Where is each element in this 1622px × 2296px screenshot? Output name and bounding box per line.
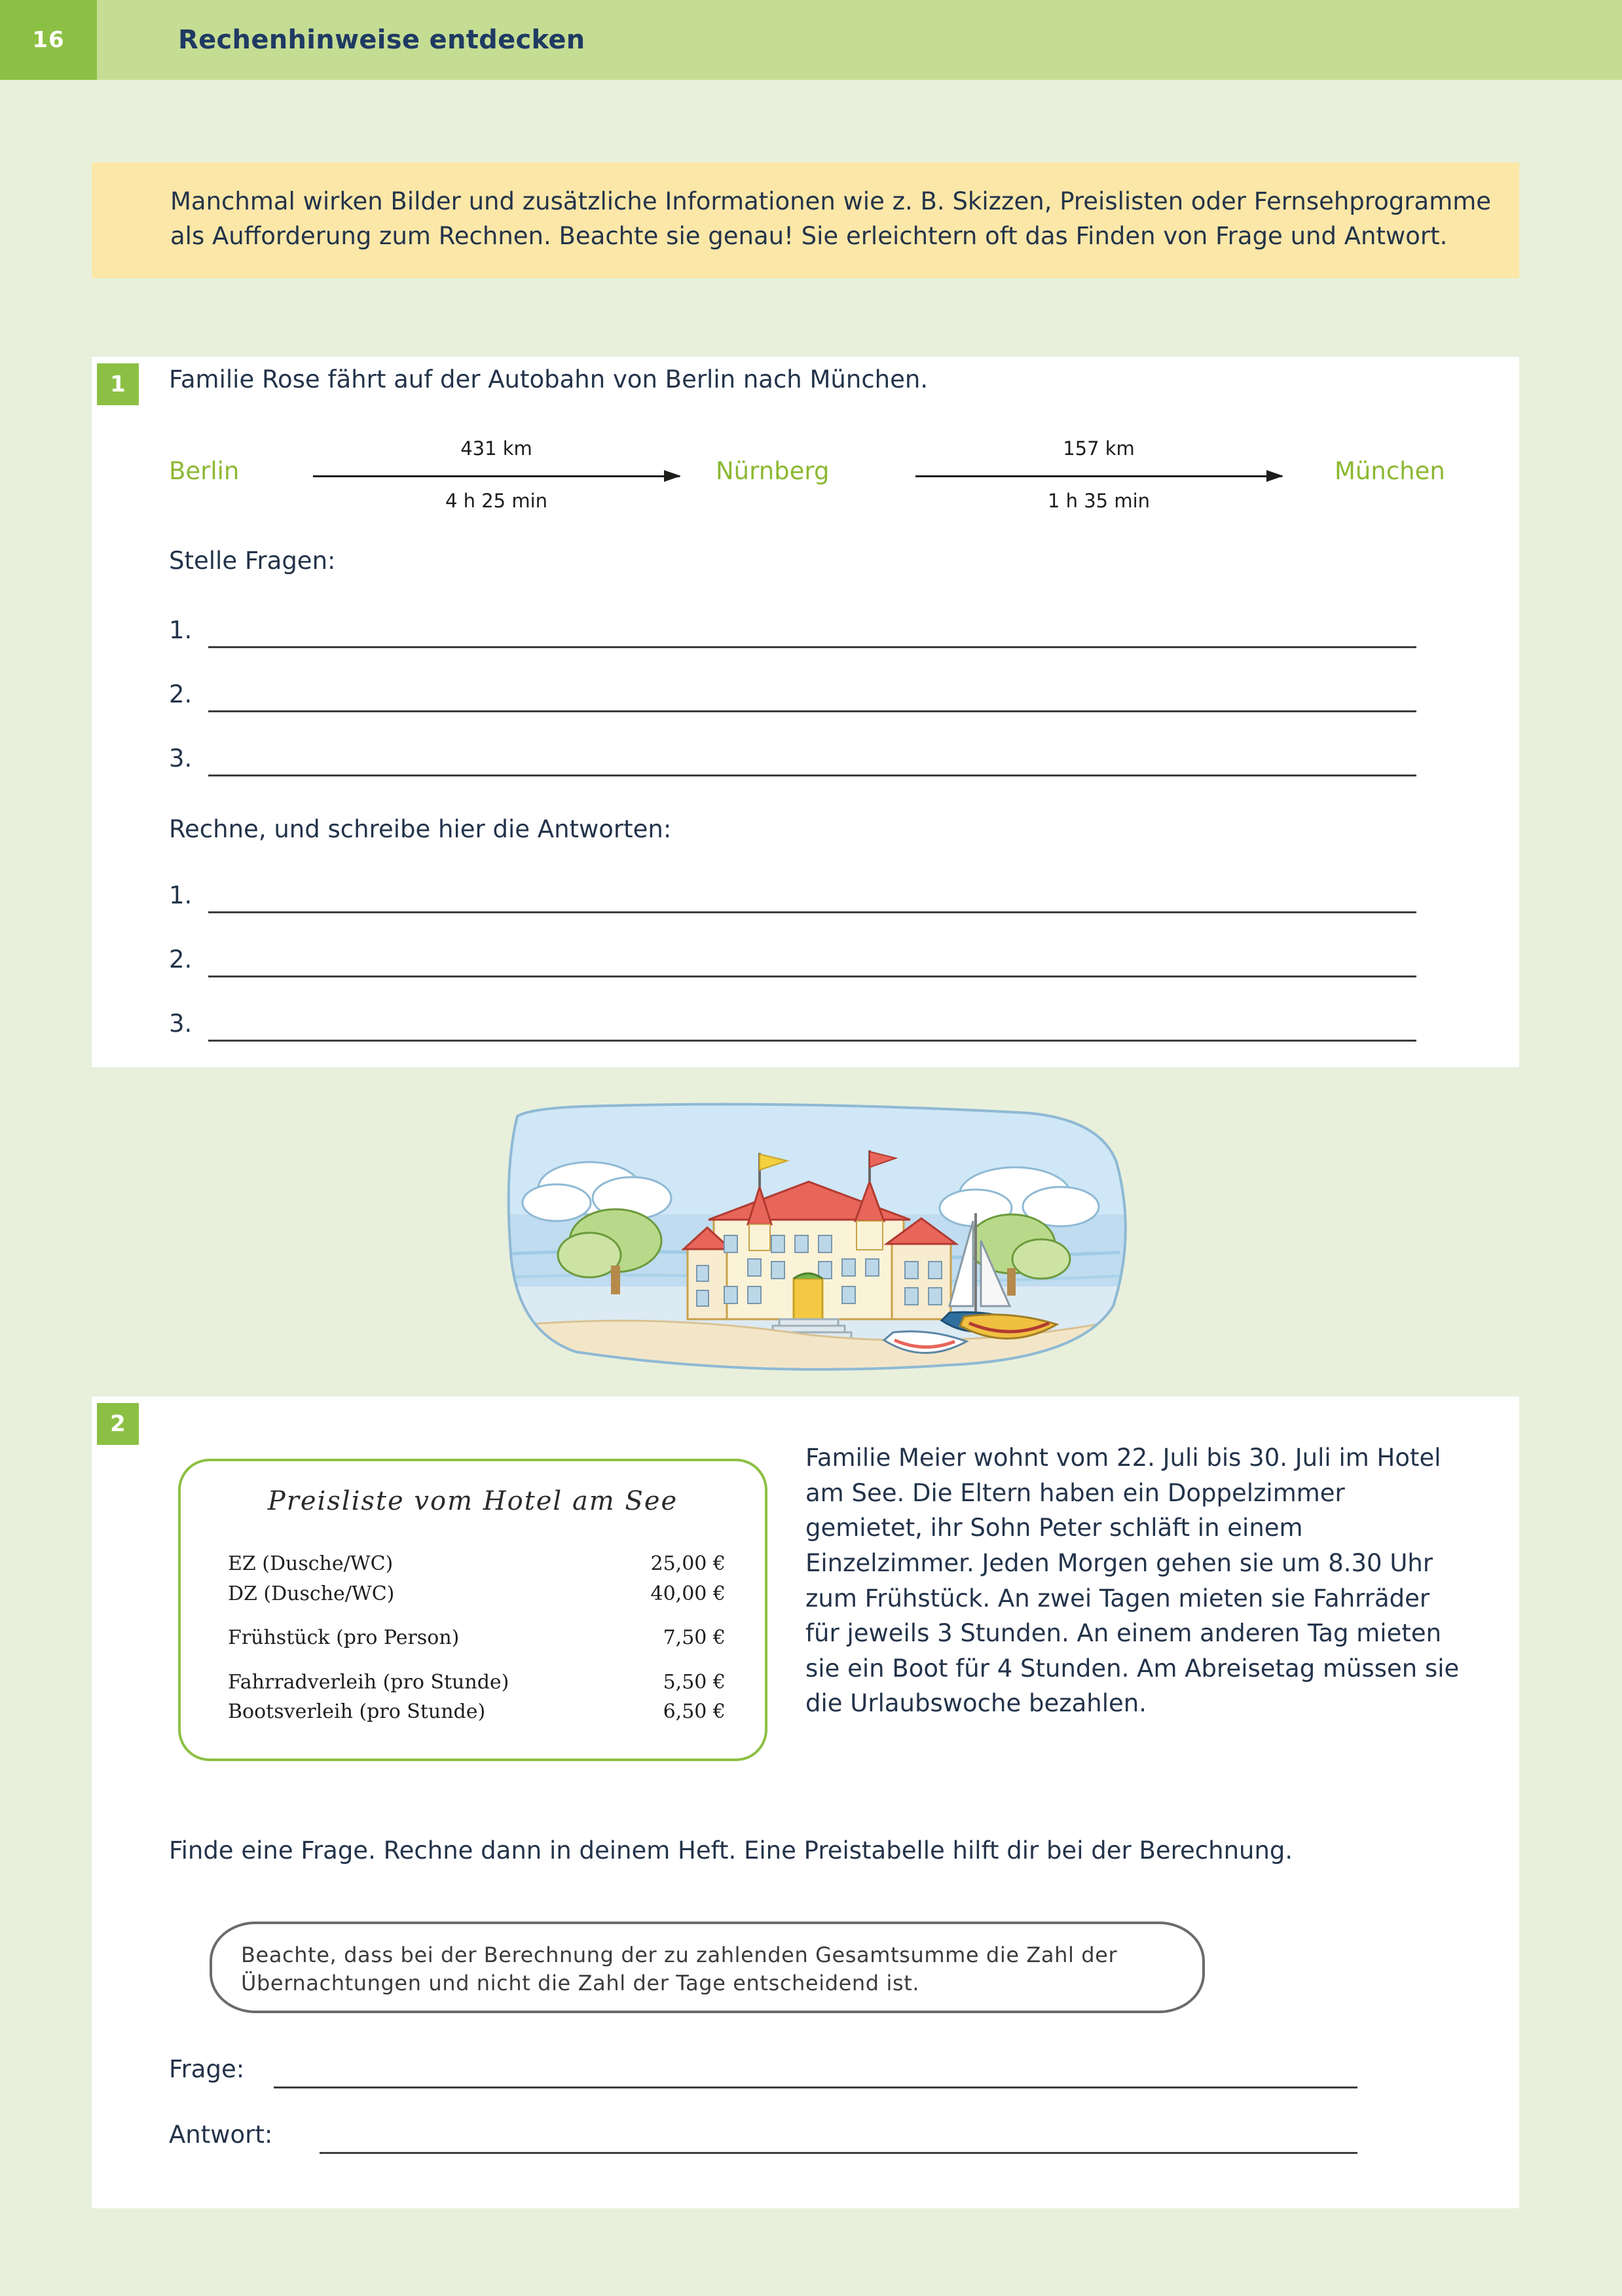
price-row	[228, 1667, 726, 1698]
write-on-rule[interactable]	[208, 774, 1416, 776]
route-city-start: Berlin	[169, 457, 240, 485]
line-number: 2.	[169, 945, 193, 974]
price-item-value: 7,50 €	[663, 1626, 726, 1650]
arrow-head-icon	[1266, 470, 1283, 482]
arrow-line	[915, 475, 1282, 477]
route-diagram	[169, 432, 1465, 517]
route-city-end: München	[1335, 457, 1445, 485]
frage-field-row[interactable]	[169, 2052, 1446, 2092]
frage-input-rule[interactable]	[274, 2086, 1357, 2088]
page-number: 16	[0, 0, 97, 80]
price-row	[228, 1623, 726, 1653]
line-number: 1.	[169, 616, 193, 644]
questions-label: Stelle Fragen:	[169, 547, 336, 575]
header-title-bar	[97, 0, 1622, 80]
price-row	[228, 1579, 726, 1609]
task-2-story-text: Familie Meier wohnt vom 22. Juli bis 30. Juli im Hotel am See. Die Eltern haben ein Doppelzimmer gemietet, ihr Sohn Peter schläft in einem Einzelzimmer. Jeden Morgen gehen sie um 8.30 Uhr zum Frühstück. An zwei Tagen mieten sie Fahrräder für jeweils 3 Stunden. An einem anderen Tag mieten sie ein Boot für 4 Stunden. Am Abreisetag müssen sie die Urlaubswoche bezahlen.	[805, 1444, 1460, 1718]
price-item-label: Bootsverleih (pro Stunde)	[228, 1700, 486, 1724]
price-item-label: EZ (Dusche/WC)	[228, 1552, 394, 1575]
answers-label: Rechne, und schreibe hier die Antworten:	[169, 815, 672, 843]
page-title: Rechenhinweise entdecken	[178, 25, 585, 55]
leg-1-time: 4 h 25 min	[445, 490, 548, 512]
row-spacer	[228, 1653, 726, 1667]
antwort-field-row[interactable]	[169, 2118, 1446, 2157]
leg-2-time: 1 h 35 min	[1047, 490, 1151, 512]
arrow-line	[313, 475, 680, 477]
price-item-value: 40,00 €	[650, 1582, 726, 1605]
price-list-rows	[228, 1549, 726, 1727]
task-1-intro-text: Familie Rose fährt auf der Autobahn von Berlin nach München.	[169, 365, 929, 393]
price-item-label: Frühstück (pro Person)	[228, 1626, 460, 1650]
write-on-rule[interactable]	[208, 911, 1416, 913]
arrow-head-icon	[664, 470, 681, 482]
antwort-input-rule[interactable]	[320, 2152, 1357, 2154]
leg-2-distance: 157 km	[1063, 437, 1135, 460]
intro-box	[92, 162, 1519, 278]
task-1-badge: 1	[97, 363, 139, 405]
line-number: 3.	[169, 1010, 193, 1038]
frage-label: Frage:	[169, 2055, 245, 2083]
write-on-rule[interactable]	[208, 646, 1416, 648]
write-on-rule[interactable]	[208, 710, 1416, 712]
price-row	[228, 1549, 726, 1579]
row-spacer	[228, 1609, 726, 1623]
task-2-instruction: Finde eine Frage. Rechne dann in deinem Heft. Eine Preistabelle hilft dir bei der Berechnung.	[169, 1836, 1293, 1865]
hotel-am-see-illustration	[491, 1090, 1146, 1385]
price-item-label: Fahrradverleih (pro Stunde)	[228, 1670, 509, 1694]
price-list-card	[178, 1459, 767, 1761]
price-item-value: 5,50 €	[663, 1670, 726, 1694]
question-line-1[interactable]	[169, 612, 1416, 651]
answer-line-1[interactable]	[169, 877, 1416, 917]
answer-line-3[interactable]	[169, 1006, 1416, 1045]
hint-bubble	[210, 1922, 1205, 2013]
price-list-title: Preisliste vom Hotel am See	[267, 1486, 678, 1516]
write-on-rule[interactable]	[208, 975, 1416, 977]
line-number: 3.	[169, 744, 193, 773]
route-arrow-leg-2	[915, 471, 1282, 481]
price-item-label: DZ (Dusche/WC)	[228, 1582, 395, 1605]
price-item-value: 6,50 €	[663, 1700, 726, 1724]
route-arrow-leg-1	[313, 471, 680, 481]
page-header	[0, 0, 1622, 80]
price-item-value: 25,00 €	[650, 1552, 726, 1575]
task-2-badge: 2	[97, 1403, 139, 1445]
question-line-3[interactable]	[169, 740, 1416, 780]
line-number: 2.	[169, 680, 193, 708]
price-row	[228, 1697, 726, 1727]
line-number: 1.	[169, 881, 193, 909]
write-on-rule[interactable]	[208, 1040, 1416, 1042]
route-city-middle: Nürnberg	[716, 457, 830, 485]
answer-line-2[interactable]	[169, 941, 1416, 981]
hint-text: Beachte, dass bei der Berechnung der zu zahlenden Gesamtsumme die Zahl der Übernachtungen und nicht die Zahl der Tage entscheidend ist.	[241, 1942, 1118, 1996]
question-line-2[interactable]	[169, 676, 1416, 716]
antwort-label: Antwort:	[169, 2121, 273, 2149]
intro-text: Manchmal wirken Bilder und zusätzliche Informationen wie z. B. Skizzen, Preislisten oder Fernsehprogramme als Aufforderung zum Rechnen. Beachte sie genau! Sie erleichtern oft das Finden von Frage und Antwort.	[170, 187, 1492, 250]
leg-1-distance: 431 km	[460, 437, 532, 460]
